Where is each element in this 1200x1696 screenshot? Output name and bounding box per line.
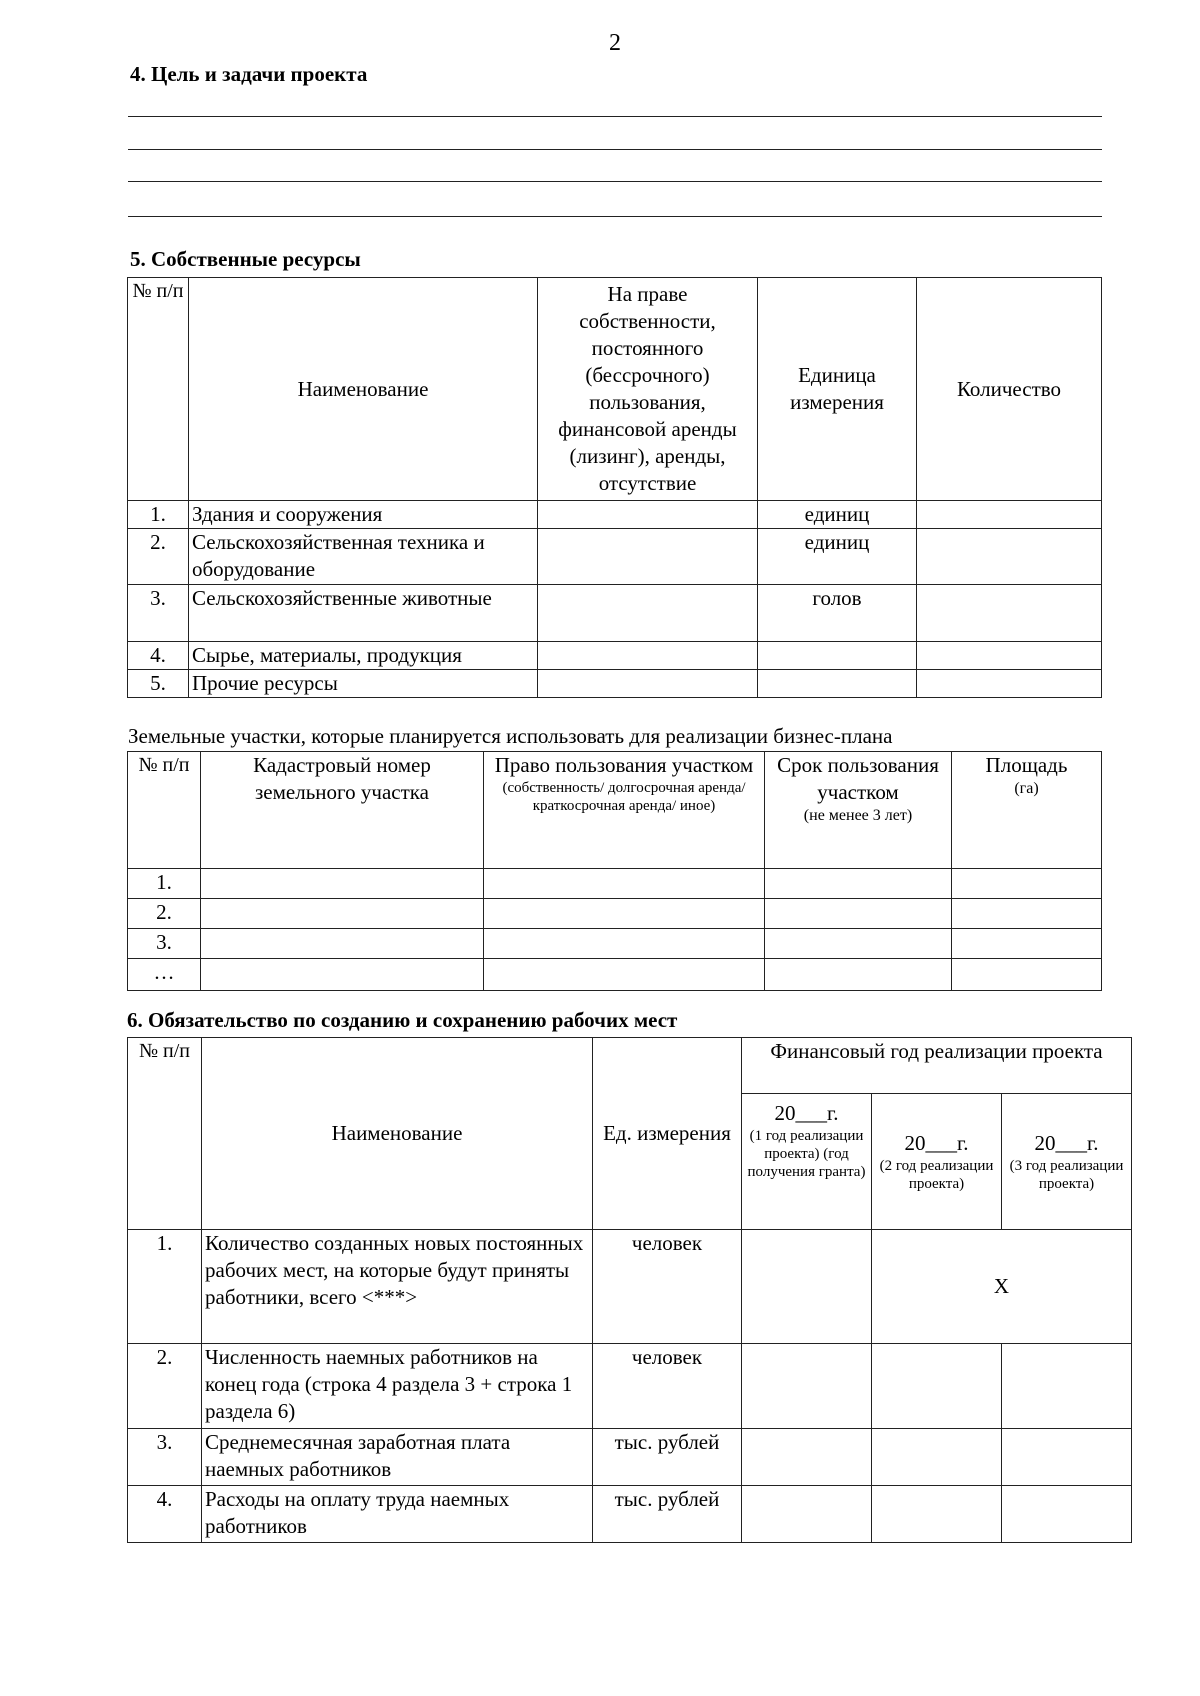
row-name: Сельскохозяйственные животные (189, 585, 538, 642)
row-num: 3. (128, 1429, 202, 1486)
row-right-cell[interactable] (538, 501, 758, 529)
term-cell[interactable] (765, 929, 952, 959)
table-row (128, 1230, 1132, 1344)
table-header-row (128, 1038, 1132, 1094)
row-num: 1. (128, 869, 201, 899)
header-unit: Единица измерения (758, 278, 917, 501)
section4-title: 4. Цель и задачи проекта (130, 62, 368, 86)
table-row (128, 585, 1102, 642)
header-qty: Количество (917, 278, 1102, 501)
row-unit: единиц (758, 529, 917, 585)
row-qty-cell[interactable] (917, 670, 1102, 698)
term-cell[interactable] (765, 959, 952, 991)
header-name: Наименование (202, 1038, 593, 1230)
header-name: Наименование (189, 278, 538, 501)
row-num: 4. (128, 1486, 202, 1543)
term-cell[interactable] (765, 899, 952, 929)
header-num: № п/п (128, 278, 189, 501)
row-unit: голов (758, 585, 917, 642)
header-term-main: Срок пользования участком (777, 753, 939, 804)
land-plots-table (127, 751, 1102, 991)
row-name: Расходы на оплату труда наемных работников (202, 1486, 593, 1543)
header-num: № п/п (128, 752, 201, 869)
cadastral-cell[interactable] (201, 929, 484, 959)
jobs-table (127, 1037, 1132, 1543)
page-number: 2 (609, 30, 621, 56)
row-num: 2. (128, 1344, 202, 1429)
year-1-cell[interactable] (742, 1486, 872, 1543)
table-row (128, 501, 1102, 529)
row-qty-cell[interactable] (917, 529, 1102, 585)
row-name: Среднемесячная заработная плата наемных работников (202, 1429, 593, 1486)
header-term-note: (не менее 3 лет) (803, 807, 913, 824)
year-2-cell[interactable] (872, 1344, 1002, 1429)
own-resources-table (127, 277, 1102, 698)
header-term (765, 752, 952, 869)
cadastral-cell[interactable] (201, 899, 484, 929)
answer-line-4 (128, 216, 1102, 217)
header-year-2-note: (2 год реализации проекта) (879, 1158, 994, 1192)
right-cell[interactable] (484, 899, 765, 929)
not-applicable-mark: Х (872, 1230, 1132, 1344)
answer-line-1 (128, 116, 1102, 117)
table-row (128, 929, 1102, 959)
area-cell[interactable] (952, 869, 1102, 899)
land-caption: Земельные участки, которые планируется использовать для реализации бизнес-плана (128, 724, 893, 748)
row-right-cell[interactable] (538, 529, 758, 585)
area-cell[interactable] (952, 929, 1102, 959)
table-header-row (128, 752, 1102, 869)
table-row (128, 642, 1102, 670)
row-num: 2. (128, 529, 189, 585)
header-fin-year: Финансовый год реализации проекта (742, 1038, 1132, 1094)
header-right-note: (собственность/ долгосрочная аренда/краткосрочная аренда/ иное) (502, 780, 746, 814)
row-unit: человек (593, 1230, 742, 1344)
row-name: Здания и сооружения (189, 501, 538, 529)
row-qty-cell[interactable] (917, 501, 1102, 529)
row-name: Численность наемных работников на конец года (строка 4 раздела 3 + строка 1 раздела 6) (202, 1344, 593, 1429)
year-2-cell[interactable] (872, 1486, 1002, 1543)
row-num: 1. (128, 501, 189, 529)
header-area (952, 752, 1102, 869)
year-2-cell[interactable] (872, 1429, 1002, 1486)
row-unit: тыс. рублей (593, 1486, 742, 1543)
year-1-cell[interactable] (742, 1429, 872, 1486)
row-num: 4. (128, 642, 189, 670)
table-row (128, 1344, 1132, 1429)
row-num: … (128, 959, 201, 991)
table-row (128, 1486, 1132, 1543)
cadastral-cell[interactable] (201, 869, 484, 899)
year-1-cell[interactable] (742, 1344, 872, 1429)
row-unit: единиц (758, 501, 917, 529)
row-num: 1. (128, 1230, 202, 1344)
year-1-cell[interactable] (742, 1230, 872, 1344)
right-cell[interactable] (484, 869, 765, 899)
header-num: № п/п (128, 1038, 202, 1230)
area-cell[interactable] (952, 899, 1102, 929)
term-cell[interactable] (765, 869, 952, 899)
header-right (484, 752, 765, 869)
row-num: 3. (128, 585, 189, 642)
header-year-2 (872, 1094, 1002, 1230)
row-num: 5. (128, 670, 189, 698)
row-num: 2. (128, 899, 201, 929)
section6-title: 6. Обязательство по созданию и сохранению рабочих мест (127, 1008, 678, 1032)
header-area-main: Площадь (985, 753, 1068, 777)
header-year-3-main: 20___г. (1034, 1131, 1099, 1155)
year-3-cell[interactable] (1002, 1486, 1132, 1543)
header-area-unit: (га) (1014, 780, 1039, 797)
cadastral-cell[interactable] (201, 959, 484, 991)
row-unit (758, 642, 917, 670)
row-name: Прочие ресурсы (189, 670, 538, 698)
year-3-cell[interactable] (1002, 1344, 1132, 1429)
header-right: На праве собственности, постоянного (бессрочного) пользования, финансовой аренды (лизинг), аренды, отсутствие (538, 278, 758, 501)
answer-line-3 (128, 181, 1102, 182)
header-year-1-main: 20___г. (774, 1101, 839, 1125)
row-right-cell[interactable] (538, 642, 758, 670)
table-row (128, 529, 1102, 585)
area-cell[interactable] (952, 959, 1102, 991)
table-row (128, 899, 1102, 929)
header-year-3 (1002, 1094, 1132, 1230)
header-unit: Ед. измерения (593, 1038, 742, 1230)
header-right-main: Право пользования участком (494, 753, 754, 777)
row-unit: тыс. рублей (593, 1429, 742, 1486)
right-cell[interactable] (484, 959, 765, 991)
table-row (128, 1429, 1132, 1486)
row-unit: человек (593, 1344, 742, 1429)
right-cell[interactable] (484, 929, 765, 959)
row-name: Сырье, материалы, продукция (189, 642, 538, 670)
header-year-3-note: (3 год реализации проекта) (1009, 1158, 1124, 1192)
row-qty-cell[interactable] (917, 585, 1102, 642)
row-qty-cell[interactable] (917, 642, 1102, 670)
row-right-cell[interactable] (538, 585, 758, 642)
row-name: Количество созданных новых постоянных рабочих мест, на которые будут приняты работники, всего <***> (202, 1230, 593, 1344)
year-3-cell[interactable] (1002, 1429, 1132, 1486)
header-year-1-note: (1 год реализации проекта) (год получения гранта) (747, 1128, 866, 1180)
header-year-1 (742, 1094, 872, 1230)
table-header-row (128, 278, 1102, 501)
section5-title: 5. Собственные ресурсы (130, 247, 361, 271)
table-row (128, 670, 1102, 698)
row-right-cell[interactable] (538, 670, 758, 698)
row-name: Сельскохозяйственная техника и оборудование (189, 529, 538, 585)
header-cadastral: Кадастровый номер земельного участка (201, 752, 484, 869)
header-year-2-main: 20___г. (904, 1131, 969, 1155)
answer-line-2 (128, 149, 1102, 150)
table-row (128, 869, 1102, 899)
table-row (128, 959, 1102, 991)
row-num: 3. (128, 929, 201, 959)
row-unit (758, 670, 917, 698)
